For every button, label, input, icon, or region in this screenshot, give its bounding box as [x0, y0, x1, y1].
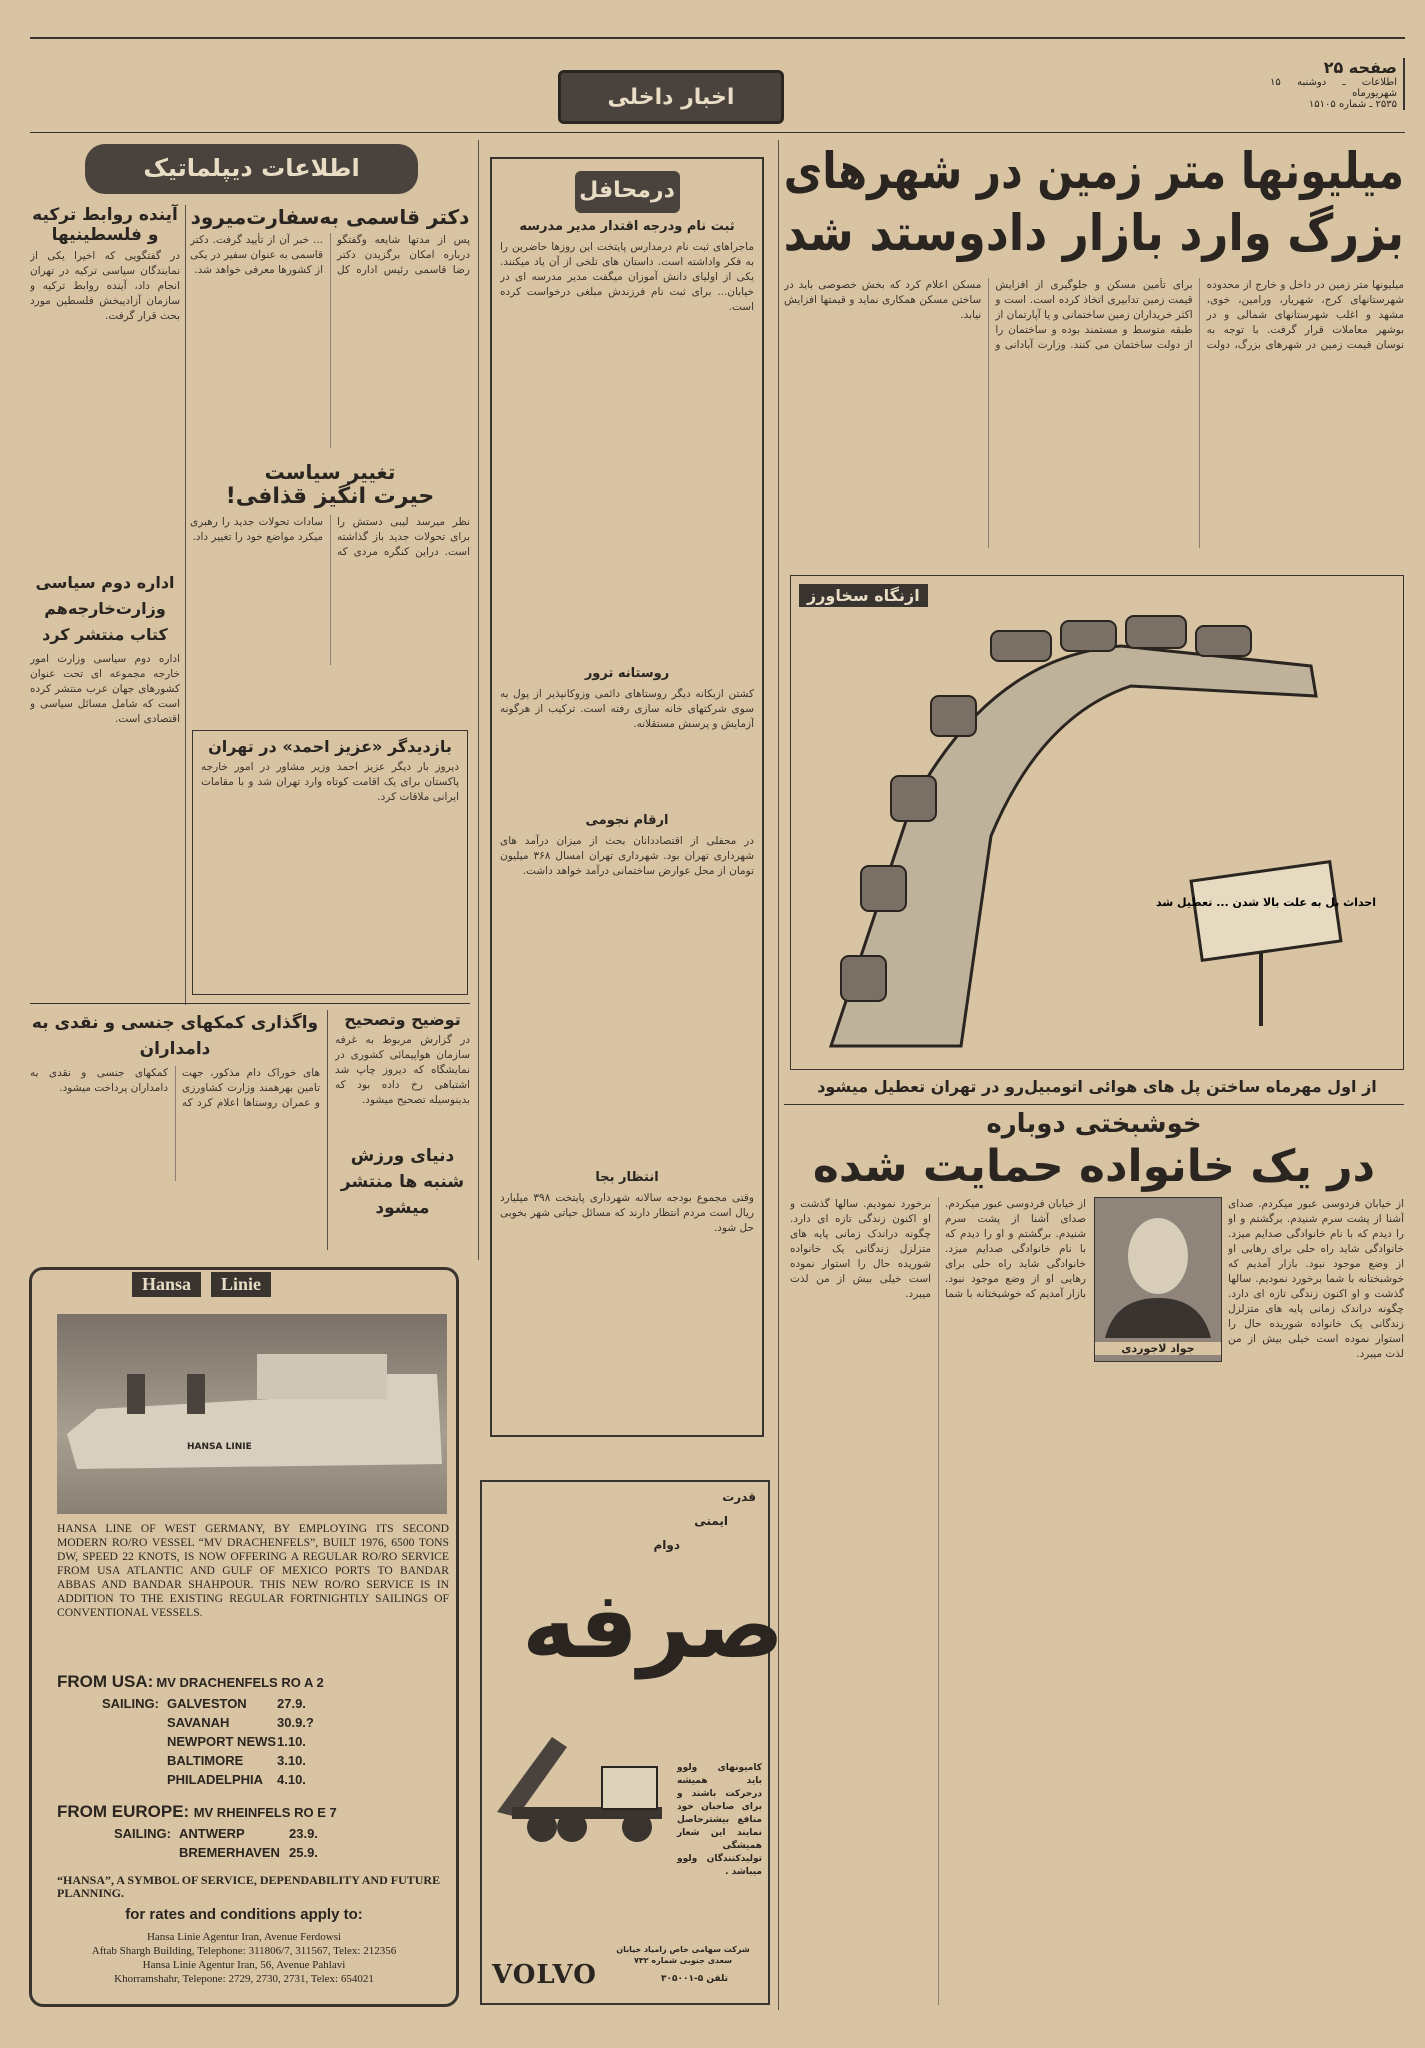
volvo-logo: VOLVO: [492, 1960, 597, 1990]
sailing-label: SAILING:: [101, 1696, 159, 1711]
header-rule: [30, 132, 1405, 133]
hansa-intro: HANSA LINE OF WEST GERMANY, BY EMPLOYING ITS SECOND MODERN RO/RO VESSEL “MV DRACHENFELS”, BUILT 1976, 6500 TONS DW, SPEED 22 KNOTS, IS NOW OFFERING A REGULAR RO/RO SERVICE FROM USA ATLANTIC AND GULF OF MEXICO PORTS TO BANDAR ABBAS AND BANDAR SHAHPOUR. THIS NEW RO/RO SERVICE IS IN ADDITION TO THE EXISTING REGULAR FORTNIGHTLY SAILINGS OF CONVENTIONAL VESSELS.: [57, 1522, 449, 1619]
section-body: وقتی مجموع بودجه سالانه شهرداری پایتخت ۳۹۸ میلیارد ریال است مردم انتظار دارند که مسائل حیاتی شهر بخوبی حل شود.: [500, 1192, 754, 1234]
port: ANTWERP: [179, 1826, 245, 1841]
ship-name: HANSA LINIE: [187, 1442, 252, 1452]
article-body: نظر میرسد لیبی دستش را برای تحولات جدید باز گذاشته است. دراین کنگره مردی که سادات تحولات جدید را رهبری میکرد مواضع خود را تغییر داد.: [190, 516, 470, 558]
family-body-col1: از خیابان فردوسی عبور میکردم. صدای آشنا از پشت سرم شنیدم. برگشتم و او را دیدم که با نام خانوادگی صدایم میزد. خانوادگی شاید راه حلی برای رهایی او از وضع موجود نبود. بازار آمدیم که خوشبختانه با شما برخورد نمودیم. سالها گذشت و او اکنون زندگی تازه ای دارد. چگونه دراندک زمانی پایه های متزلزل زندگانی یک خانواده شوریده حال را استوار نموده است خیلی بیش از من لذت میبرد.: [1228, 1198, 1404, 1360]
address-line: Hansa Linie Agentur Iran, Avenue Ferdowsi: [146, 1931, 342, 1943]
hansa-ad: [29, 1267, 459, 2007]
europe-schedule: [57, 1802, 457, 1862]
section-heading: ارقام نجومی: [585, 813, 669, 828]
ad-word: ایمنی: [694, 1514, 728, 1528]
article-body: در گفتگویی که اخیرا یکی از نمایندگان سیاسی ترکیه در تهران انجام داد، آینده روابط ترکیه و سازمان آزادیبخش فلسطین مورد بحث قرار گرفت.: [30, 250, 180, 322]
family-headline: در یک خانواده حمایت شده: [812, 1141, 1376, 1192]
hansa-address: [32, 1930, 456, 1986]
port: SAVANAH: [167, 1715, 230, 1730]
usa-vessel: MV DRACHENFELS RO A 2: [156, 1675, 324, 1690]
in-circles-title: درمحافل: [575, 171, 680, 213]
ship-photo: [57, 1314, 447, 1514]
article-headline: تغییر سیاست: [264, 460, 396, 484]
article-headline: بازدیدگر «عزیز احمد» در تهران: [208, 737, 452, 756]
ad-word: دوام: [653, 1538, 680, 1552]
article-body: پس از مدتها شایعه وگفتگو درباره امکان برگزیدن دکتر رضا قاسمی رئیس اداره کل ... خبر آن از تأیید گرفت. دکتر قاسمی به عنوان سفیر در یکی از کشورها معرفی خواهد شد.: [190, 234, 470, 276]
volvo-ad: [480, 1480, 785, 2005]
date: 23.9.: [289, 1826, 318, 1841]
family-body-cols: از خیابان فردوسی عبور میکردم. صدای آشنا از پشت سرم شنیدم. برگشتم و او را دیدم که با نام خانوادگی صدایم میزد. خانوادگی شاید راه حلی برای رهایی او از وضع موجود نبود. بازار آمدیم که خوشبختانه با شما برخورد نمودیم. سالها گذشت و او اکنون زندگی تازه ای دارد. چگونه دراندک زمانی پایه های متزلزل زندگانی یک خانواده شوریده حال را استوار نموده است خیلی بیش از من لذت میبرد.: [790, 1198, 1086, 1300]
article-correction: [335, 1010, 470, 1221]
article-body: دیروز بار دیگر عزیز احمد وزیر مشاور در امور خارجه پاکستان برای یک اقامت کوتاه وارد تهران شد و با مقامات ایرانی ملاقات کرد.: [201, 761, 459, 803]
family-story: [784, 1108, 1404, 1194]
europe-vessel: MV RHEINFELS RO E 7: [193, 1805, 337, 1820]
article-headline: دکتر قاسمی به‌سفارت‌میرود: [190, 205, 470, 229]
ad-phone: تلفن ۵-۳۰۵۰۰۱: [661, 1974, 728, 1984]
port: NEWPORT NEWS: [167, 1734, 277, 1749]
address-line: Aftab Shargh Building, Telephone: 311806/7, 311567, Telex: 212356: [91, 1945, 397, 1957]
cartoon-sign: احداث پل به علت بالا شدن ... تعطیل شد: [1156, 896, 1376, 909]
hansa-slogan: “HANSA”, A SYMBOL OF SERVICE, DEPENDABILITY AND FUTURE PLANNING.: [57, 1873, 441, 1900]
section-heading: انتظار بجا: [595, 1170, 659, 1185]
port: BREMERHAVEN: [179, 1845, 280, 1860]
cartoon-caption: از اول مهرماه ساختن پل های هوائی اتومبیل‌رو در تهران تعطیل میشود: [817, 1077, 1377, 1096]
apply-line: for rates and conditions apply to:: [125, 1906, 363, 1923]
article-ghasemi: [190, 205, 470, 448]
address-line: Hansa Linie Agentur Iran, 56, Avenue Pahlavi: [142, 1959, 346, 1971]
date: 25.9.: [289, 1845, 318, 1860]
date: 1.10.: [277, 1734, 306, 1749]
from-europe-label: FROM EUROPE:: [57, 1802, 190, 1821]
section-heading: روستانه ترور: [584, 666, 670, 681]
date: 3.10.: [277, 1753, 306, 1768]
main-story: [784, 140, 1404, 560]
address-line: Khorramshahr, Telepone: 2729, 2730, 2731, Telex: 654021: [114, 1973, 374, 1985]
page-number: صفحه ۲۵: [1323, 58, 1397, 77]
top-rule: [30, 37, 1405, 39]
hansa-logo: [132, 1272, 271, 1297]
section-body: کشتن ازبکانه دیگر روستاهای دائمی وزوکانپذیر از پول به سوی شرکتهای خانه سازی رفته است. ترکیب از هرگونه آزمایش و پرسش مستقلانه.: [500, 688, 754, 730]
article-headline: اداره دوم سیاسی وزارت‌خارجه‌هم کتاب منتشر کرد: [35, 573, 175, 644]
photo-caption: جواد لاجوردی: [1095, 1342, 1221, 1355]
cartoon: [790, 575, 1404, 1070]
diplomatic-banner: اطلاعات دیپلماتیک: [85, 144, 418, 194]
main-story-body: میلیونها متر زمین در داخل و خارج از محدوده شهرستانهای کرج، شهریار، ورامین، خوی، مشهد و اغلب شهرستانهای شمالی و در بوشهر معاملات قرار گرفت. با توجه به نوسان قیمت زمین در شهرهای بزرگ، دولت برای تأمین مسکن و جلوگیری از افزایش قیمت زمین تدابیری اتخاذ کرده است. است و اکثر خریداران زمین ساختمانی و یا آپارتمان از طبقه متوسط و مستمند بوده و ساختمان را از دولت ساختمان می کنند. وزارت آبادانی و مسکن اعلام کرد که بخش خصوصی باید در ساختن مسکن همکاری نماید و قیمتها افزایش نیابد.: [784, 279, 1404, 351]
article-gaddafi: [190, 460, 470, 665]
section-body: در محفلی از اقتصاددانان بحث از میزان درآمد های شهرداری تهران بود. شهرداری تهران امسال ۳۶۸ میلیون تومان از محل عوارض ساختمانی درآمد خواهد داشت.: [500, 835, 754, 877]
sailing-label: SAILING:: [113, 1826, 171, 1841]
date: 30.9.?: [277, 1715, 314, 1730]
in-circles-box: [490, 157, 764, 1437]
cartoon-drawing: [791, 576, 1403, 1069]
sports-notice: دنیای ورزش شنبه ها منتشر میشود: [340, 1146, 465, 1218]
page-info: [1270, 58, 1405, 110]
hansa-logo-word: Hansa: [132, 1272, 201, 1297]
article-aziz-ahmad: [192, 730, 468, 995]
section-body: ماجراهای ثبت نام درمدارس پایتخت این روزها حاضرین را به فکر واداشته است. داستان های تلخی از آن یاد میکنند. یکی از اولیای دانش آموزان میگفت مدیر مدرسه ای در خیابان... برای ثبت نام فرزندش مبلغی درخواست کرده است.: [500, 241, 754, 313]
article-turkey: [30, 205, 180, 549]
truck-illustration: [492, 1732, 672, 1852]
issue-line: ۲۵۳۵ ـ شماره ۱۵۱۰۵: [1308, 99, 1397, 110]
article-headline: آینده روابط ترکیه و فلسطینیها: [32, 205, 178, 245]
date: 4.10.: [277, 1772, 306, 1787]
ad-tagline: کامیونهای ولوو باید همیشه درحرکت باشند و برای صاحبان خود منافع بیشترحاصل نمایند این شعار همیشگی تولیدکنندگان ولوو میباشد .: [677, 1763, 762, 1877]
ad-big-word: صرفه: [522, 1572, 785, 1679]
article-headline: واگذاری کمکهای جنسی و نقدی به دامداران: [31, 1013, 319, 1059]
main-headline-1: میلیونها متر زمین در شهرهای: [784, 142, 1404, 200]
ad-address: شرکت سهامی خاص زامیاد خیابان سعدی جنوبی شماره ۷۳۲: [616, 1945, 750, 1965]
article-headline: توضیح وتصحیح: [344, 1010, 461, 1029]
port: BALTIMORE: [167, 1753, 244, 1768]
port: GALVESTON: [167, 1696, 247, 1711]
hansa-logo-word: Linie: [211, 1272, 271, 1297]
main-headline-2: بزرگ وارد بازار دادوستد شد: [784, 204, 1404, 262]
article-body: های خوراک دام مذکور، جهت تامین بهرهمند وزارت کشاورزی و عمران روستاها اعلام کرد که کمکهای جنسی و نقدی به دامداران پرداخت میشود.: [30, 1067, 320, 1109]
article-ministry-book: [30, 570, 180, 952]
from-usa-label: FROM USA:: [57, 1672, 154, 1691]
port: PHILADELPHIA: [167, 1772, 264, 1787]
usa-schedule: [57, 1672, 457, 1789]
family-kicker: خوشبختی دوباره: [986, 1109, 1202, 1139]
article-body: اداره دوم سیاسی وزارت امور خارجه مجموعه ای تحت عنوان کشورهای جهان عرب منتشر کرده است که شامل مسائل سیاسی و اقتصادی است.: [30, 653, 180, 725]
portrait-photo: [1094, 1197, 1222, 1362]
article-livestock: [30, 1010, 320, 1181]
ad-word: قدرت: [722, 1490, 756, 1504]
date-line: اطلاعات ـ دوشنبه ۱۵ شهریورماه: [1270, 77, 1397, 99]
date: 27.9.: [277, 1696, 306, 1711]
article-body: در گزارش مربوط به غرفه سازمان هواپیمائی کشوری در نمایشگاه که دیروز چاپ شد اشتباهی رخ داده بود که بدینوسیله تصحیح میشود.: [335, 1034, 470, 1106]
section-banner: اخبار داخلی: [558, 70, 784, 124]
section-heading: ثبت نام ودرجه اقتدار مدیر مدرسه: [519, 219, 735, 234]
cartoon-label: ازنگاه سخاورز: [799, 584, 928, 607]
article-subheadline: حیرت انگیز قذافی!: [225, 484, 435, 509]
